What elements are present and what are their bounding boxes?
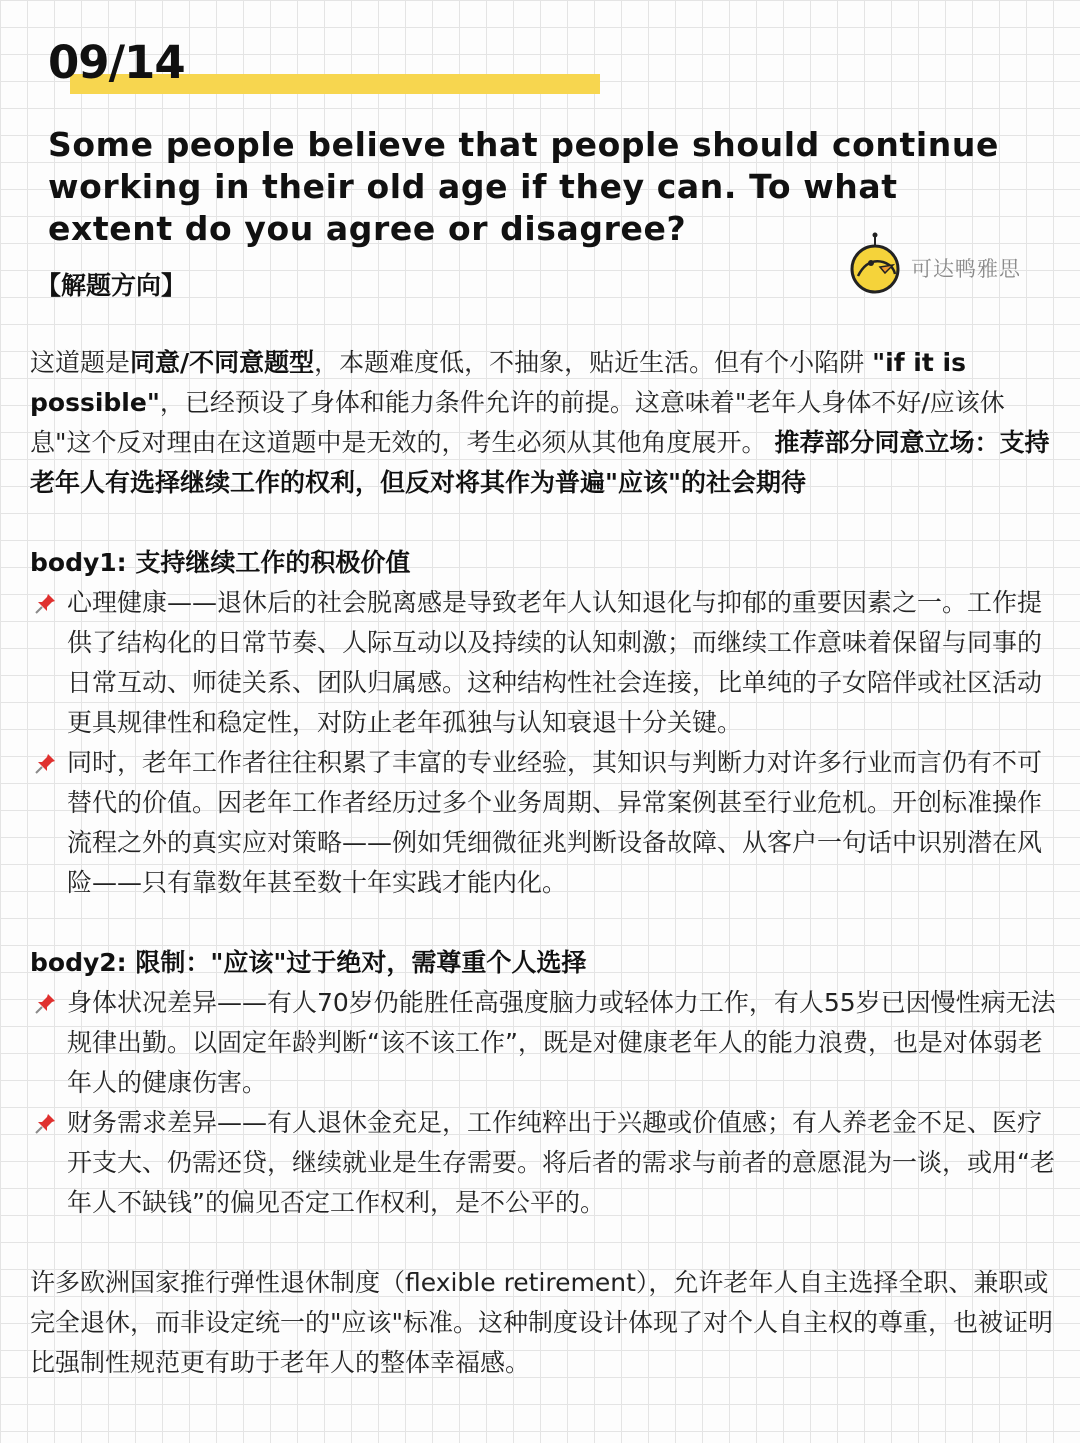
page-date: 09/14 xyxy=(48,36,185,89)
date-block xyxy=(48,36,608,106)
section-label: 【解题方向】 xyxy=(36,271,187,300)
brand-name: 可达鸭雅思 xyxy=(911,257,1021,281)
list-item xyxy=(30,743,1060,903)
pushpin-icon xyxy=(35,752,57,774)
intro-text-1: 这道题是 xyxy=(30,348,131,377)
intro-paragraph xyxy=(30,343,1060,503)
brand-logo xyxy=(849,232,1021,294)
list-item-text: 身体状况差异——有人70岁仍能胜任高强度脑力或轻体力工作，有人55岁已因慢性病无法规律出勤。以固定年龄判断“该不该工作”，既是对健康老年人的能力浪费，也是对体弱老年人的健康伤害。 xyxy=(67,988,1056,1097)
intro-bold-2: "if it is possible" xyxy=(30,348,966,417)
list-item xyxy=(30,583,1060,743)
body1-list xyxy=(30,583,1060,903)
main-content xyxy=(30,343,1060,1383)
body2-heading: body2: 限制："应该"过于绝对，需尊重个人选择 xyxy=(30,948,587,977)
body1-heading: body1: 支持继续工作的积极价值 xyxy=(30,548,411,577)
intro-text-3: ，已经预设了身体和能力条件允许的前提。这意味着"老年人身体不好/应该休息"这个反对理由在这道题中是无效的，考生必须从其他角度展开。 xyxy=(30,388,1005,457)
closing-paragraph: 许多欧洲国家推行弹性退休制度（flexible retirement），允许老年人自主选择全职、兼职或完全退休，而非设定统一的"应该"标准。这种制度设计体现了对个人自主权的尊重，也被证明比强制性规范更有助于老年人的整体幸福感。 xyxy=(30,1268,1054,1377)
duck-icon xyxy=(849,232,903,294)
pushpin-icon xyxy=(35,592,57,614)
intro-bold-1: 同意/不同意题型 xyxy=(130,348,315,377)
body2-list xyxy=(30,983,1060,1223)
pushpin-icon xyxy=(35,1112,57,1134)
intro-text-2: ，本题难度低，不抽象，贴近生活。但有个小陷阱 xyxy=(314,348,873,377)
intro-bold-3: 推荐部分同意立场：支持老年人有选择继续工作的权利，但反对将其作为普遍"应该"的社会期待 xyxy=(30,428,1050,497)
list-item xyxy=(30,1103,1060,1223)
list-item-text: 财务需求差异——有人退休金充足，工作纯粹出于兴趣或价值感；有人养老金不足、医疗开支大、仍需还贷，继续就业是生存需要。将后者的需求与前者的意愿混为一谈，或用“老年人不缺钱”的偏见否定工作权利，是不公平的。 xyxy=(67,1108,1055,1217)
essay-question: Some people believe that people should continue working in their old age if they can. To what extent do you agree or disagree? xyxy=(48,125,999,248)
list-item-text: 同时，老年工作者往往积累了丰富的专业经验，其知识与判断力对许多行业而言仍有不可替代的价值。因老年工作者经历过多个业务周期、异常案例甚至行业危机。开创标准操作流程之外的真实应对策略——例如凭细微征兆判断设备故障、从客户一句话中识别潜在风险——只有靠数年甚至数十年实践才能内化。 xyxy=(67,748,1043,897)
list-item xyxy=(30,983,1060,1103)
list-item-text: 心理健康——退休后的社会脱离感是导致老年人认知退化与抑郁的重要因素之一。工作提供了结构化的日常节奏、人际互动以及持续的认知刺激；而继续工作意味着保留与同事的日常互动、师徒关系、团队归属感。这种结构性社会连接，比单纯的子女陪伴或社区活动更具规律性和稳定性，对防止老年孤独与认知衰退十分关键。 xyxy=(67,588,1043,737)
pushpin-icon xyxy=(35,992,57,1014)
